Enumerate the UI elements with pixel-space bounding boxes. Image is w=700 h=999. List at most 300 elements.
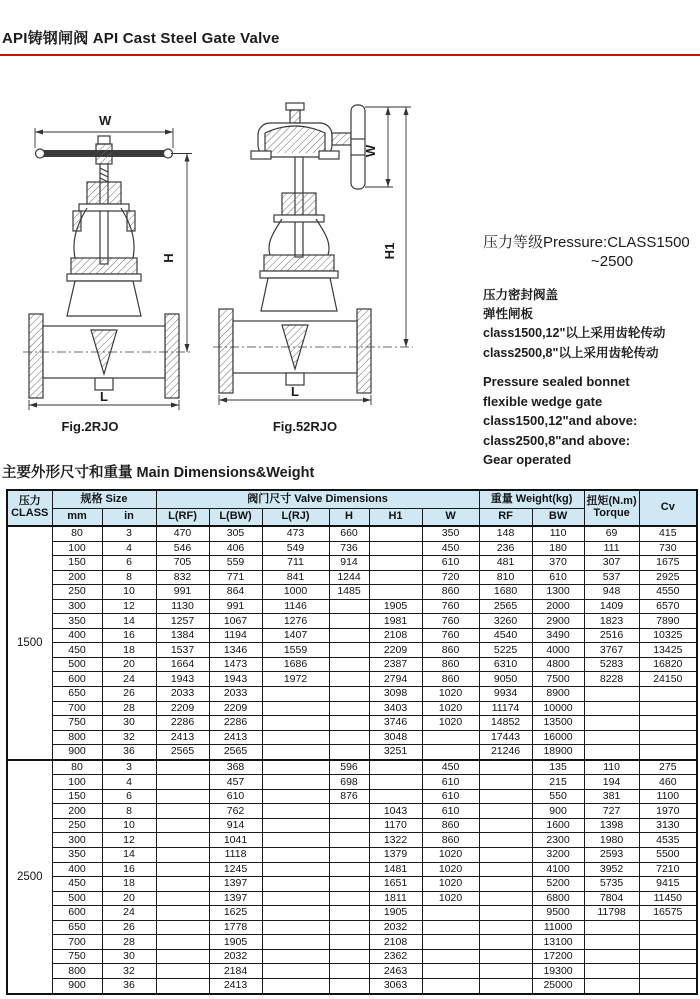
value-cell: 1811 bbox=[369, 891, 422, 906]
value-cell bbox=[479, 833, 532, 848]
value-cell bbox=[422, 745, 479, 760]
value-cell: 17200 bbox=[532, 949, 584, 964]
value-cell bbox=[329, 672, 369, 687]
value-cell: 1905 bbox=[369, 599, 422, 614]
table-row bbox=[7, 833, 697, 848]
value-cell: 1020 bbox=[422, 716, 479, 731]
value-cell bbox=[479, 804, 532, 819]
value-cell: 559 bbox=[209, 556, 262, 571]
value-cell bbox=[329, 949, 369, 964]
value-cell bbox=[422, 949, 479, 964]
value-cell: 1905 bbox=[209, 935, 262, 950]
value-cell: 750 bbox=[52, 949, 102, 964]
value-cell: 20 bbox=[102, 891, 156, 906]
value-cell: 6 bbox=[102, 789, 156, 804]
value-cell bbox=[156, 877, 209, 892]
table-row bbox=[7, 556, 697, 571]
value-cell: 12 bbox=[102, 833, 156, 848]
value-cell: 14852 bbox=[479, 716, 532, 731]
value-cell bbox=[639, 964, 697, 979]
value-cell: 350 bbox=[52, 848, 102, 863]
value-cell bbox=[262, 935, 329, 950]
value-cell: 1118 bbox=[209, 848, 262, 863]
fig1-dim-label-l: L bbox=[100, 389, 108, 404]
value-cell: 2184 bbox=[209, 964, 262, 979]
value-cell: 1398 bbox=[584, 818, 639, 833]
value-cell: 1146 bbox=[262, 599, 329, 614]
table-row bbox=[7, 526, 697, 541]
value-cell: 3200 bbox=[532, 848, 584, 863]
value-cell: 150 bbox=[52, 556, 102, 571]
value-cell bbox=[329, 891, 369, 906]
note-line: Pressure sealed bonnet bbox=[483, 374, 630, 389]
value-cell: 17443 bbox=[479, 730, 532, 745]
value-cell: 2565 bbox=[479, 599, 532, 614]
value-cell: 110 bbox=[532, 526, 584, 541]
value-cell: 14 bbox=[102, 848, 156, 863]
value-cell bbox=[329, 935, 369, 950]
value-cell bbox=[369, 789, 422, 804]
value-cell: 1041 bbox=[209, 833, 262, 848]
value-cell bbox=[479, 964, 532, 979]
value-cell bbox=[262, 833, 329, 848]
value-cell: 450 bbox=[422, 541, 479, 556]
value-cell bbox=[156, 891, 209, 906]
table-row bbox=[7, 920, 697, 935]
value-cell: 1651 bbox=[369, 877, 422, 892]
value-cell: 1067 bbox=[209, 614, 262, 629]
value-cell: 11450 bbox=[639, 891, 697, 906]
value-cell: 7804 bbox=[584, 891, 639, 906]
value-cell: 10325 bbox=[639, 628, 697, 643]
value-cell: 250 bbox=[52, 585, 102, 600]
value-cell: 4540 bbox=[479, 628, 532, 643]
value-cell: 30 bbox=[102, 949, 156, 964]
value-cell: 400 bbox=[52, 862, 102, 877]
value-cell: 100 bbox=[52, 775, 102, 790]
header-size: 规格 Size bbox=[52, 490, 156, 509]
value-cell: 2033 bbox=[156, 687, 209, 702]
value-cell: 991 bbox=[209, 599, 262, 614]
table-row bbox=[7, 804, 697, 819]
value-cell: 300 bbox=[52, 599, 102, 614]
note-line: class2500,8"and above: bbox=[483, 432, 631, 448]
value-cell: 2463 bbox=[369, 964, 422, 979]
value-cell: 500 bbox=[52, 891, 102, 906]
table-row bbox=[7, 643, 697, 658]
value-cell: 1020 bbox=[422, 701, 479, 716]
value-cell: 2413 bbox=[156, 730, 209, 745]
value-cell bbox=[422, 920, 479, 935]
valve-drawing-fig-2rjo bbox=[15, 100, 205, 412]
value-cell: 300 bbox=[52, 833, 102, 848]
table-row bbox=[7, 585, 697, 600]
value-cell: 26 bbox=[102, 920, 156, 935]
value-cell: 1625 bbox=[209, 906, 262, 921]
value-cell: 948 bbox=[584, 585, 639, 600]
value-cell: 1943 bbox=[156, 672, 209, 687]
value-cell: 711 bbox=[262, 556, 329, 571]
value-cell bbox=[156, 920, 209, 935]
value-cell: 2593 bbox=[584, 848, 639, 863]
value-cell: 10 bbox=[102, 585, 156, 600]
value-cell: 762 bbox=[209, 804, 262, 819]
value-cell: 19300 bbox=[532, 964, 584, 979]
value-cell bbox=[369, 526, 422, 541]
value-cell: 4 bbox=[102, 775, 156, 790]
value-cell bbox=[329, 964, 369, 979]
value-cell: 2900 bbox=[532, 614, 584, 629]
value-cell bbox=[479, 818, 532, 833]
value-cell: 11000 bbox=[532, 920, 584, 935]
value-cell: 4550 bbox=[639, 585, 697, 600]
note-line: Gear operated bbox=[483, 452, 572, 467]
table-row bbox=[7, 614, 697, 629]
table-row bbox=[7, 775, 697, 790]
table-row bbox=[7, 978, 697, 993]
value-cell: 16820 bbox=[639, 657, 697, 672]
value-cell: 148 bbox=[479, 526, 532, 541]
value-cell: 991 bbox=[156, 585, 209, 600]
value-cell bbox=[479, 775, 532, 790]
value-cell: 7890 bbox=[639, 614, 697, 629]
value-cell: 750 bbox=[52, 716, 102, 731]
fig1-dim-label-h: H bbox=[161, 253, 176, 263]
value-cell: 370 bbox=[532, 556, 584, 571]
value-cell: 28 bbox=[102, 935, 156, 950]
value-cell: 650 bbox=[52, 920, 102, 935]
value-cell: 841 bbox=[262, 570, 329, 585]
value-cell: 3260 bbox=[479, 614, 532, 629]
value-cell: 305 bbox=[209, 526, 262, 541]
value-cell: 1130 bbox=[156, 599, 209, 614]
value-cell bbox=[262, 978, 329, 993]
note-line: class2500,8"以上采用齿轮传动 bbox=[483, 345, 659, 360]
value-cell: 860 bbox=[422, 672, 479, 687]
pressure-class-line1: 压力等级Pressure:CLASS1500 bbox=[483, 234, 690, 251]
table-row bbox=[7, 541, 697, 556]
value-cell bbox=[329, 643, 369, 658]
value-cell bbox=[479, 949, 532, 964]
subheader-lrj: L(RJ) bbox=[262, 509, 329, 527]
value-cell: 2108 bbox=[369, 628, 422, 643]
value-cell: 5735 bbox=[584, 877, 639, 892]
value-cell bbox=[156, 949, 209, 964]
value-cell: 2209 bbox=[156, 701, 209, 716]
value-cell: 450 bbox=[52, 643, 102, 658]
value-cell: 546 bbox=[156, 541, 209, 556]
value-cell bbox=[639, 716, 697, 731]
value-cell: 150 bbox=[52, 789, 102, 804]
subheader-lbw: L(BW) bbox=[209, 509, 262, 527]
value-cell bbox=[479, 848, 532, 863]
value-cell: 1537 bbox=[156, 643, 209, 658]
value-cell: 5200 bbox=[532, 877, 584, 892]
value-cell: 80 bbox=[52, 526, 102, 541]
value-cell bbox=[479, 789, 532, 804]
value-cell: 596 bbox=[329, 760, 369, 775]
value-cell: 2794 bbox=[369, 672, 422, 687]
table-row bbox=[7, 949, 697, 964]
value-cell: 3130 bbox=[639, 818, 697, 833]
value-cell: 194 bbox=[584, 775, 639, 790]
value-cell: 12 bbox=[102, 599, 156, 614]
table-row bbox=[7, 760, 697, 775]
value-cell: 400 bbox=[52, 628, 102, 643]
value-cell: 1778 bbox=[209, 920, 262, 935]
value-cell: 36 bbox=[102, 978, 156, 993]
value-cell: 26 bbox=[102, 687, 156, 702]
value-cell: 1473 bbox=[209, 657, 262, 672]
value-cell bbox=[329, 614, 369, 629]
value-cell: 610 bbox=[422, 775, 479, 790]
value-cell bbox=[639, 745, 697, 760]
value-cell bbox=[329, 730, 369, 745]
value-cell: 16 bbox=[102, 628, 156, 643]
value-cell: 800 bbox=[52, 730, 102, 745]
value-cell: 236 bbox=[479, 541, 532, 556]
value-cell bbox=[262, 745, 329, 760]
value-cell bbox=[156, 848, 209, 863]
value-cell: 2565 bbox=[209, 745, 262, 760]
note-line: class1500,12"and above: bbox=[483, 413, 638, 428]
value-cell: 18900 bbox=[532, 745, 584, 760]
subheader-rf: RF bbox=[479, 509, 532, 527]
value-cell bbox=[479, 920, 532, 935]
value-cell: 2413 bbox=[209, 978, 262, 993]
value-cell bbox=[584, 949, 639, 964]
value-cell: 549 bbox=[262, 541, 329, 556]
value-cell: 7210 bbox=[639, 862, 697, 877]
value-cell: 11798 bbox=[584, 906, 639, 921]
value-cell: 6310 bbox=[479, 657, 532, 672]
value-cell bbox=[329, 687, 369, 702]
value-cell: 415 bbox=[639, 526, 697, 541]
value-cell bbox=[329, 657, 369, 672]
note-line: 弹性闸板 bbox=[483, 306, 534, 321]
value-cell: 1020 bbox=[422, 877, 479, 892]
value-cell: 2033 bbox=[209, 687, 262, 702]
value-cell: 11174 bbox=[479, 701, 532, 716]
value-cell: 2000 bbox=[532, 599, 584, 614]
value-cell bbox=[329, 877, 369, 892]
value-cell: 876 bbox=[329, 789, 369, 804]
value-cell: 1244 bbox=[329, 570, 369, 585]
table-row bbox=[7, 570, 697, 585]
header-cv: Cv bbox=[639, 490, 697, 526]
value-cell: 2286 bbox=[156, 716, 209, 731]
value-cell: 2032 bbox=[209, 949, 262, 964]
value-cell: 1970 bbox=[639, 804, 697, 819]
value-cell: 705 bbox=[156, 556, 209, 571]
value-cell: 3251 bbox=[369, 745, 422, 760]
value-cell bbox=[262, 804, 329, 819]
value-cell bbox=[584, 745, 639, 760]
value-cell: 1000 bbox=[262, 585, 329, 600]
value-cell: 760 bbox=[422, 614, 479, 629]
value-cell: 470 bbox=[156, 526, 209, 541]
value-cell: 1823 bbox=[584, 614, 639, 629]
value-cell bbox=[329, 701, 369, 716]
fig2-dim-label-h1: H1 bbox=[382, 242, 397, 260]
value-cell bbox=[422, 964, 479, 979]
value-cell bbox=[369, 541, 422, 556]
value-cell bbox=[156, 804, 209, 819]
value-cell bbox=[639, 920, 697, 935]
value-cell: 720 bbox=[422, 570, 479, 585]
fig2-dim-label-w: W bbox=[363, 144, 378, 158]
value-cell: 700 bbox=[52, 701, 102, 716]
fig1-dim-label-w: W bbox=[99, 113, 112, 128]
value-cell: 9050 bbox=[479, 672, 532, 687]
value-cell: 698 bbox=[329, 775, 369, 790]
value-cell: 1020 bbox=[422, 687, 479, 702]
value-cell: 860 bbox=[422, 657, 479, 672]
value-cell: 6 bbox=[102, 556, 156, 571]
table-row bbox=[7, 862, 697, 877]
value-cell bbox=[479, 862, 532, 877]
value-cell: 9415 bbox=[639, 877, 697, 892]
value-cell bbox=[329, 862, 369, 877]
value-cell: 760 bbox=[422, 628, 479, 643]
dimensions-table-wrap bbox=[6, 489, 696, 995]
value-cell bbox=[262, 760, 329, 775]
fig2-dim-label-l: L bbox=[291, 384, 299, 399]
table-row bbox=[7, 657, 697, 672]
value-cell: 1981 bbox=[369, 614, 422, 629]
value-cell: 110 bbox=[584, 760, 639, 775]
value-cell: 307 bbox=[584, 556, 639, 571]
value-cell: 1194 bbox=[209, 628, 262, 643]
value-cell bbox=[262, 848, 329, 863]
table-row bbox=[7, 848, 697, 863]
subheader-h: H bbox=[329, 509, 369, 527]
value-cell: 20 bbox=[102, 657, 156, 672]
value-cell: 1686 bbox=[262, 657, 329, 672]
value-cell bbox=[369, 570, 422, 585]
value-cell: 1409 bbox=[584, 599, 639, 614]
value-cell: 350 bbox=[422, 526, 479, 541]
value-cell: 28 bbox=[102, 701, 156, 716]
value-cell: 3098 bbox=[369, 687, 422, 702]
value-cell: 200 bbox=[52, 570, 102, 585]
value-cell: 215 bbox=[532, 775, 584, 790]
value-cell: 860 bbox=[422, 585, 479, 600]
value-cell bbox=[262, 818, 329, 833]
value-cell: 4 bbox=[102, 541, 156, 556]
value-cell: 730 bbox=[639, 541, 697, 556]
value-cell bbox=[584, 978, 639, 993]
value-cell bbox=[639, 701, 697, 716]
value-cell: 13425 bbox=[639, 643, 697, 658]
valve-drawing-fig-52rjo bbox=[203, 93, 448, 410]
value-cell bbox=[262, 730, 329, 745]
value-cell: 13500 bbox=[532, 716, 584, 731]
fig1-caption: Fig.2RJO bbox=[61, 419, 119, 434]
section-title: 主要外形尺寸和重量 Main Dimensions&Weight bbox=[2, 465, 315, 481]
value-cell: 760 bbox=[422, 599, 479, 614]
value-cell: 180 bbox=[532, 541, 584, 556]
value-cell bbox=[584, 935, 639, 950]
value-cell bbox=[422, 906, 479, 921]
value-cell bbox=[584, 920, 639, 935]
value-cell: 24150 bbox=[639, 672, 697, 687]
value-cell: 3746 bbox=[369, 716, 422, 731]
value-cell: 1379 bbox=[369, 848, 422, 863]
value-cell: 900 bbox=[52, 978, 102, 993]
value-cell: 5225 bbox=[479, 643, 532, 658]
value-cell: 2032 bbox=[369, 920, 422, 935]
value-cell: 1020 bbox=[422, 891, 479, 906]
value-cell: 3767 bbox=[584, 643, 639, 658]
value-cell bbox=[262, 789, 329, 804]
header-class: 压力 CLASS bbox=[7, 490, 52, 526]
value-cell: 610 bbox=[209, 789, 262, 804]
value-cell: 250 bbox=[52, 818, 102, 833]
subheader-bw: BW bbox=[532, 509, 584, 527]
value-cell: 650 bbox=[52, 687, 102, 702]
value-cell: 2565 bbox=[156, 745, 209, 760]
value-cell: 1664 bbox=[156, 657, 209, 672]
value-cell bbox=[156, 760, 209, 775]
value-cell bbox=[262, 891, 329, 906]
dimensions-weight-table bbox=[6, 489, 698, 995]
value-cell: 864 bbox=[209, 585, 262, 600]
value-cell: 1559 bbox=[262, 643, 329, 658]
value-cell: 600 bbox=[52, 906, 102, 921]
pressure-class-line2: ~2500 bbox=[591, 252, 634, 270]
value-cell: 69 bbox=[584, 526, 639, 541]
value-cell: 1100 bbox=[639, 789, 697, 804]
value-cell: 550 bbox=[532, 789, 584, 804]
value-cell: 135 bbox=[532, 760, 584, 775]
value-cell bbox=[479, 906, 532, 921]
table-row bbox=[7, 789, 697, 804]
value-cell: 1300 bbox=[532, 585, 584, 600]
value-cell bbox=[262, 775, 329, 790]
value-cell: 860 bbox=[422, 818, 479, 833]
header-torque: 扭矩(N.m) Torque bbox=[584, 490, 639, 526]
value-cell: 2209 bbox=[209, 701, 262, 716]
value-cell bbox=[369, 775, 422, 790]
value-cell: 900 bbox=[532, 804, 584, 819]
value-cell: 460 bbox=[639, 775, 697, 790]
value-cell: 16575 bbox=[639, 906, 697, 921]
fig2-caption: Fig.52RJO bbox=[272, 419, 338, 434]
value-cell: 1943 bbox=[209, 672, 262, 687]
value-cell: 16000 bbox=[532, 730, 584, 745]
value-cell bbox=[369, 556, 422, 571]
value-cell bbox=[262, 949, 329, 964]
value-cell: 1980 bbox=[584, 833, 639, 848]
value-cell: 4800 bbox=[532, 657, 584, 672]
value-cell bbox=[422, 978, 479, 993]
value-cell bbox=[369, 760, 422, 775]
value-cell bbox=[262, 862, 329, 877]
table-row bbox=[7, 687, 697, 702]
value-cell: 111 bbox=[584, 541, 639, 556]
value-cell bbox=[639, 687, 697, 702]
value-cell bbox=[329, 804, 369, 819]
value-cell bbox=[156, 935, 209, 950]
value-cell bbox=[329, 848, 369, 863]
value-cell: 700 bbox=[52, 935, 102, 950]
value-cell: 30 bbox=[102, 716, 156, 731]
value-cell: 1020 bbox=[422, 848, 479, 863]
value-cell: 406 bbox=[209, 541, 262, 556]
pressure-class-cell: 2500 bbox=[7, 760, 52, 994]
value-cell bbox=[262, 687, 329, 702]
